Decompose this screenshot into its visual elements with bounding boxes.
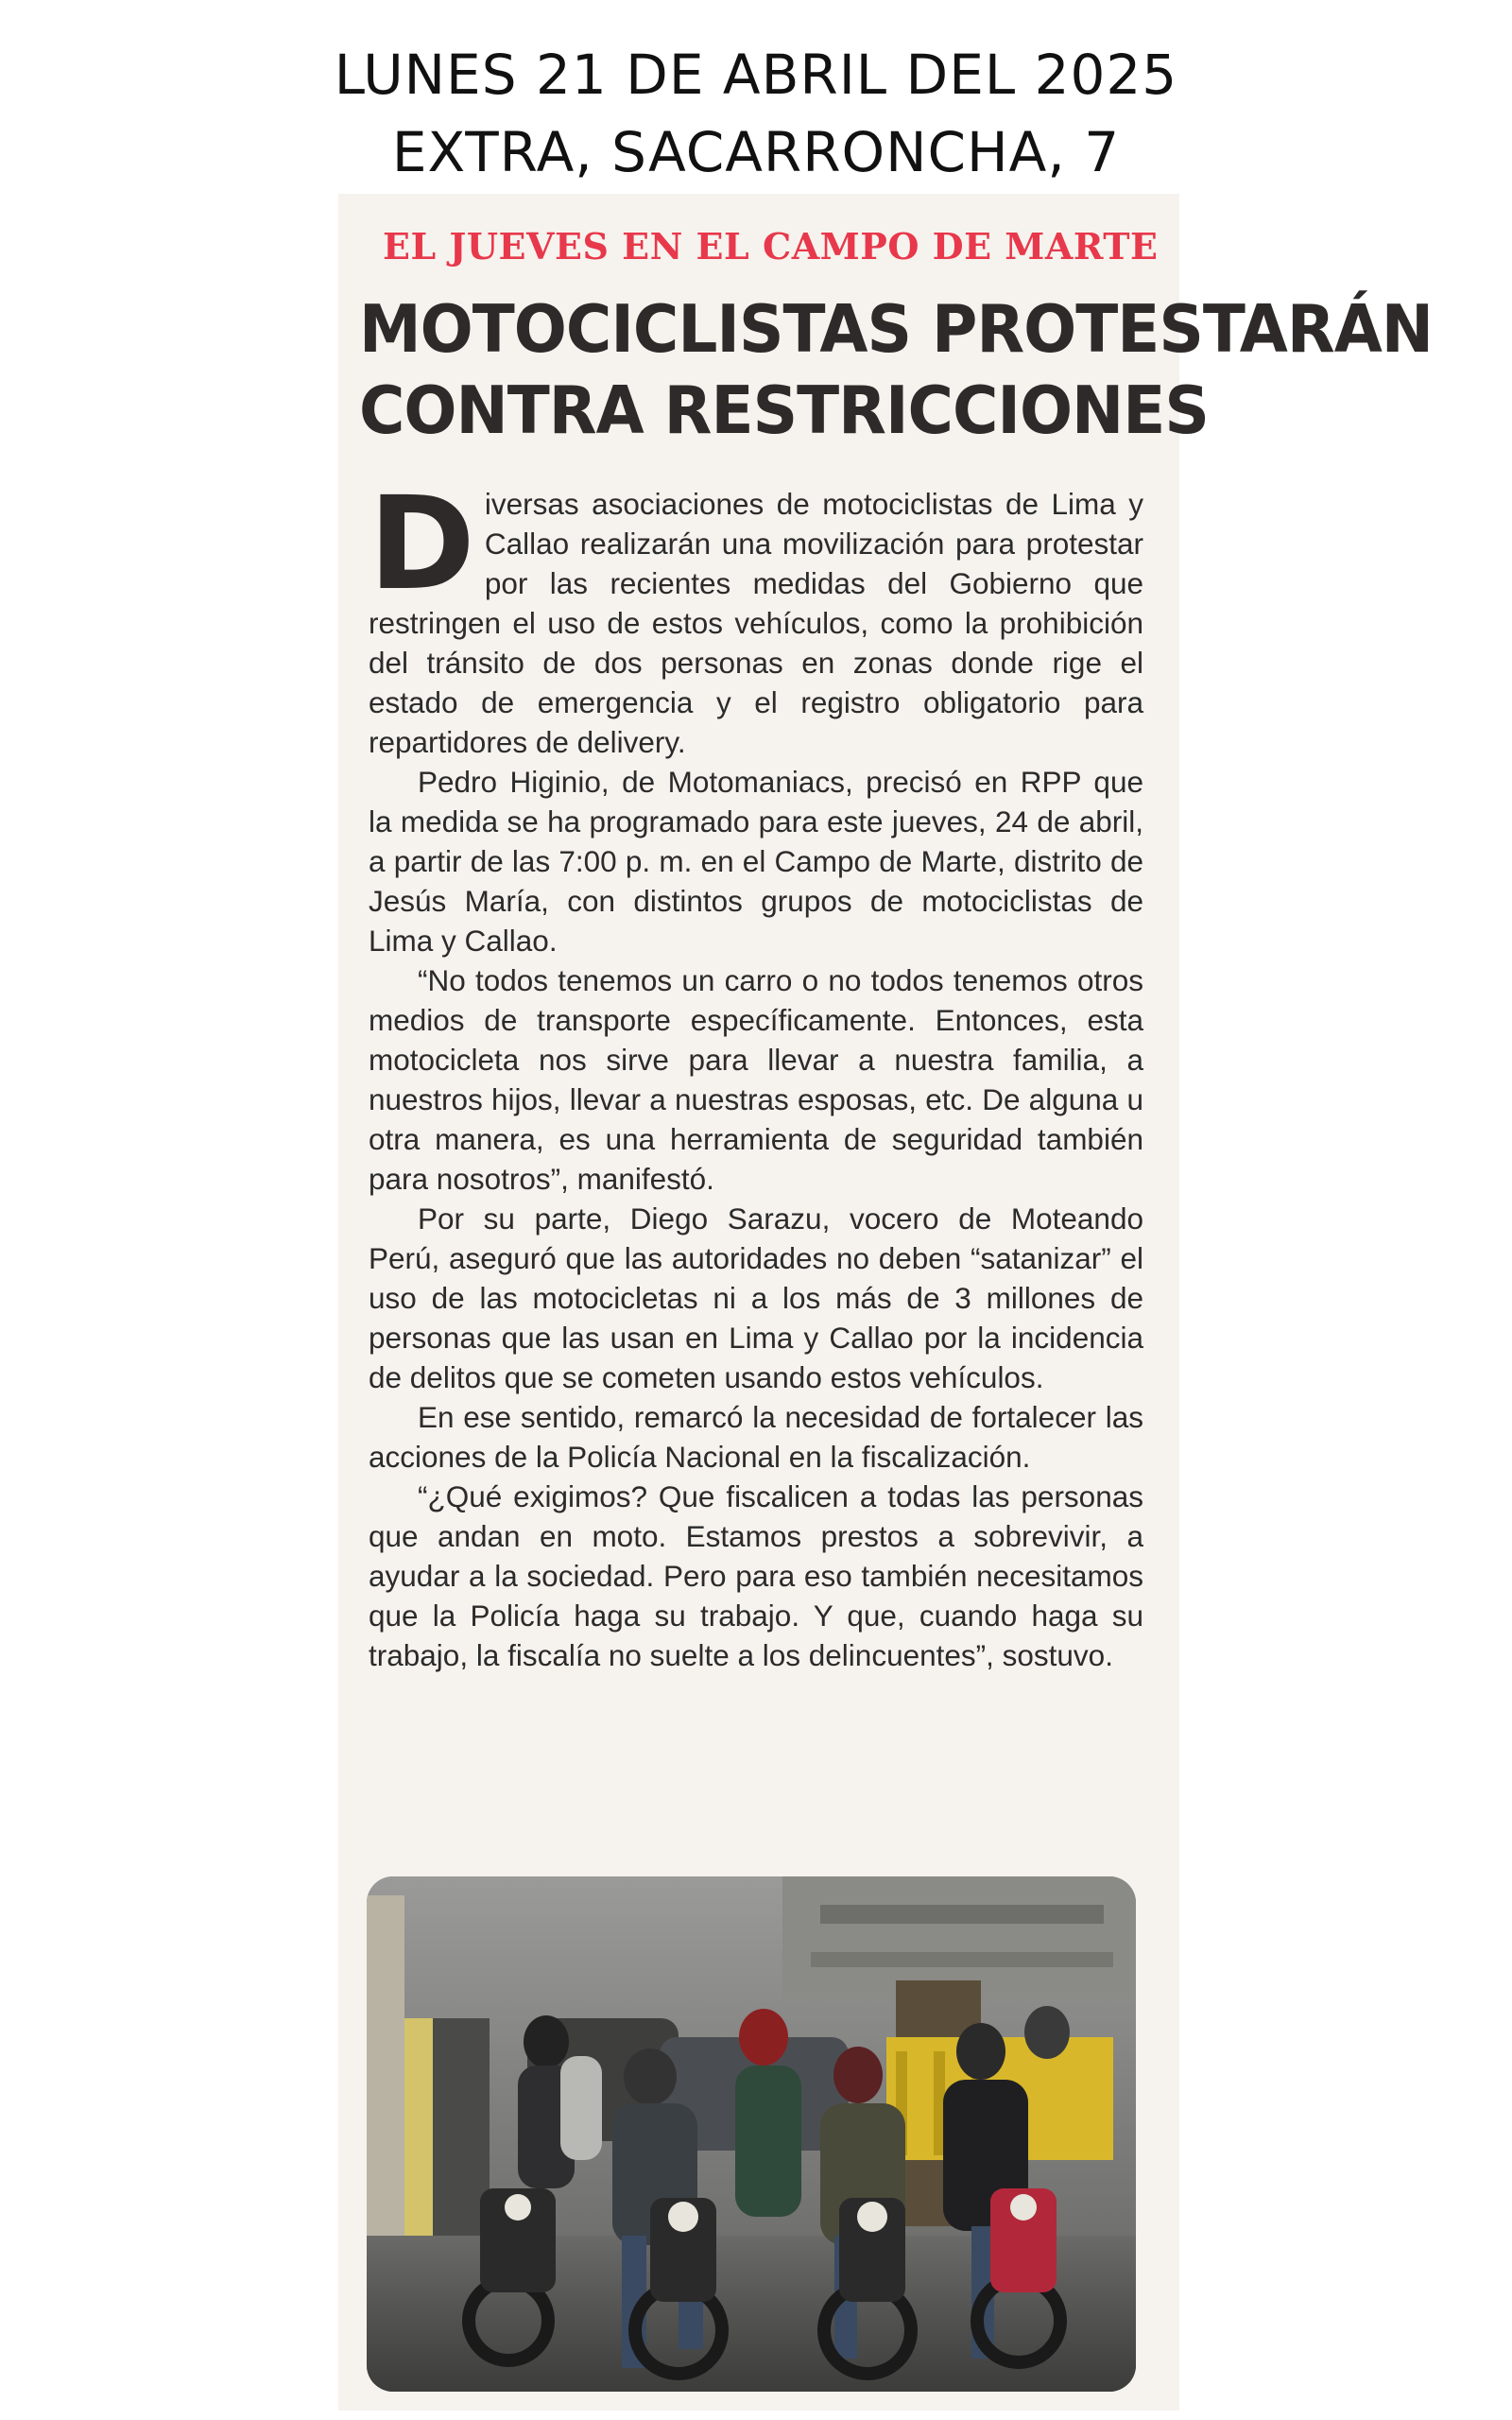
article-body [369, 470, 1143, 1675]
caption-source: EXTRA, SACARRONCHA, 7 [391, 120, 1121, 184]
motorcyclists-illustration [367, 1876, 1136, 2392]
article-paragraph: Diversas asociaciones de motociclistas de Lima y Callao realizarán una movilización para protestar por las recientes medidas del Gobierno que restringen el uso de estos vehículos, como la prohibición del tránsito de dos personas en zonas donde rige el estado de emergencia y el registro obligatorio para repartidores de delivery. [369, 470, 1143, 759]
article-paragraph: Por su parte, Diego Sarazu, vocero de Moteando Perú, aseguró que las autoridades no deben “satanizar” el uso de las motocicletas ni a los más de 3 millones de personas que las usan en Lima y Callao por la incidencia de delitos que se cometen usando estos vehículos. [369, 1201, 1143, 1394]
motorcyclists-photo [367, 1876, 1136, 2392]
article-headline [359, 289, 1434, 452]
article-paragraph: Pedro Higinio, de Motomaniacs, precisó en RPP que la medida se ha programado para este jueves, 24 de abril, a partir de las 7:00 p. m. en el Campo de Marte, distrito de Jesús María, con distintos grupos de motociclistas de Lima y Callao. [369, 765, 1143, 958]
article-kicker: EL JUEVES EN EL CAMPO DE MARTE [383, 225, 1159, 268]
article-paragraph: “¿Qué exigimos? Que fiscalicen a todas las personas que andan en moto. Estamos prestos a sobrevivir, a ayudar a la sociedad. Pero para eso también necesitamos que la Policía haga su trabajo. Y que, cuando haga su trabajo, la fiscalía no suelte a los delincuentes”, sostuvo. [369, 1479, 1143, 1672]
clipping-caption [0, 36, 1512, 191]
article-paragraph: “No todos tenemos un carro o no todos tenemos otros medios de transporte específicamente. Entonces, esta motocicleta nos sirve para llevar a nuestra familia, a nuestros hijos, llevar a nuestras esposas, etc. De alguna u otra manera, es una herramienta de seguridad también para nosotros”, manifestó. [369, 963, 1143, 1196]
headline-line-1: MOTOCICLISTAS PROTESTARÁN [359, 291, 1434, 368]
caption-date: LUNES 21 DE ABRIL DEL 2025 [334, 43, 1178, 107]
article-paragraph: En ese sentido, remarcó la necesidad de fortalecer las acciones de la Policía Nacional en la fiscalización. [369, 1400, 1143, 1474]
headline-line-2: CONTRA RESTRICCIONES [359, 372, 1209, 449]
drop-cap: D [369, 470, 475, 619]
